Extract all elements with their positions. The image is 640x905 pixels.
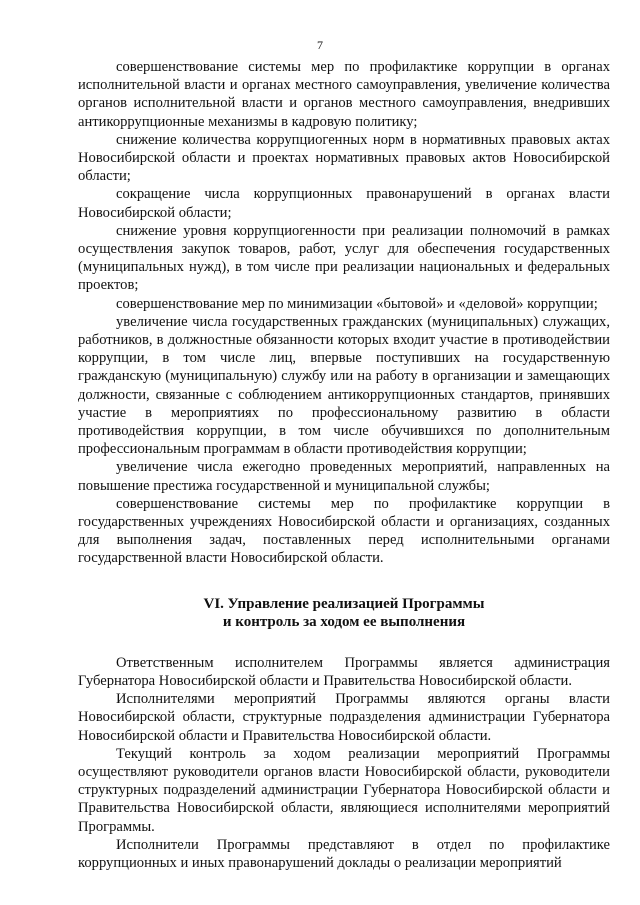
- paragraph: совершенствование системы мер по профилактике коррупции в государственных учреждениях Новосибирской области и организациях, созданных для выполнения задач, поставленных перед исполнительными органами государственной власти Новосибирской области.: [78, 495, 610, 567]
- paragraph: увеличение числа ежегодно проведенных мероприятий, направленных на повышение престижа государственной и муниципальной службы;: [78, 459, 610, 494]
- paragraph: Текущий контроль за ходом реализации мероприятий Программы осуществляют руководители органов власти Новосибирской области, руководители структурных подразделений администрации Губернатора Новосибирской области и Правительства Новосибирской области, являющиеся исполнителями мероприятий Программы.: [78, 745, 610, 835]
- page-number: 7: [317, 38, 323, 52]
- paragraph: Исполнители Программы представляют в отдел по профилактике коррупционных и иных правонарушений доклады о реализации мероприятий: [78, 836, 610, 871]
- paragraph: Ответственным исполнителем Программы является администрация Губернатора Новосибирской области и Правительства Новосибирской области.: [78, 654, 610, 689]
- paragraph: совершенствование мер по минимизации «бытовой» и «деловой» коррупции;: [116, 295, 598, 312]
- paragraph: совершенствование системы мер по профилактике коррупции в органах исполнительной власти и органах местного самоуправления, увеличение количества органов исполнительной власти и органов местного самоуправления, внедривших антикоррупционные механизмы в кадровую политику;: [78, 59, 610, 130]
- paragraph: сокращение числа коррупционных правонарушений в органах власти Новосибирской области;: [78, 186, 610, 221]
- paragraph: снижение уровня коррупциогенности при реализации полномочий в рамках осуществления закупок товаров, работ, услуг для обеспечения государственных (муниципальных нужд), в том числе при реализации национальных и федеральных проектов;: [78, 222, 610, 294]
- paragraph: снижение количества коррупциогенных норм в нормативных правовых актах Новосибирской области и проектах нормативных правовых актов Новосибирской области;: [78, 131, 610, 185]
- section-heading-line-2: и контроль за ходом ее выполнения: [222, 614, 466, 631]
- section-heading: [78, 595, 610, 632]
- paragraph: увеличение числа государственных гражданских (муниципальных) служащих, работников, в должностные обязанности которых входит участие в противодействии коррупции, в том числе лиц, впервые поступивших на государственную гражданскую (муниципальную) службу или на работу в организации и замещающих должности, связанные с соблюдением антикоррупционных стандартов, принявших участие в мероприятиях по профессиональному развитию в области противодействия коррупции, в том числе обучившихся по дополнительным профессиональным программам в области противодействия коррупции;: [78, 313, 610, 458]
- paragraph: Исполнителями мероприятий Программы являются органы власти Новосибирской области, структурные подразделения администрации Губернатора Новосибирской области и Правительства Новосибирской области.: [78, 691, 610, 744]
- document-body: [78, 58, 610, 872]
- section-heading-line-1: VI. Управление реализацией Программы: [203, 595, 485, 612]
